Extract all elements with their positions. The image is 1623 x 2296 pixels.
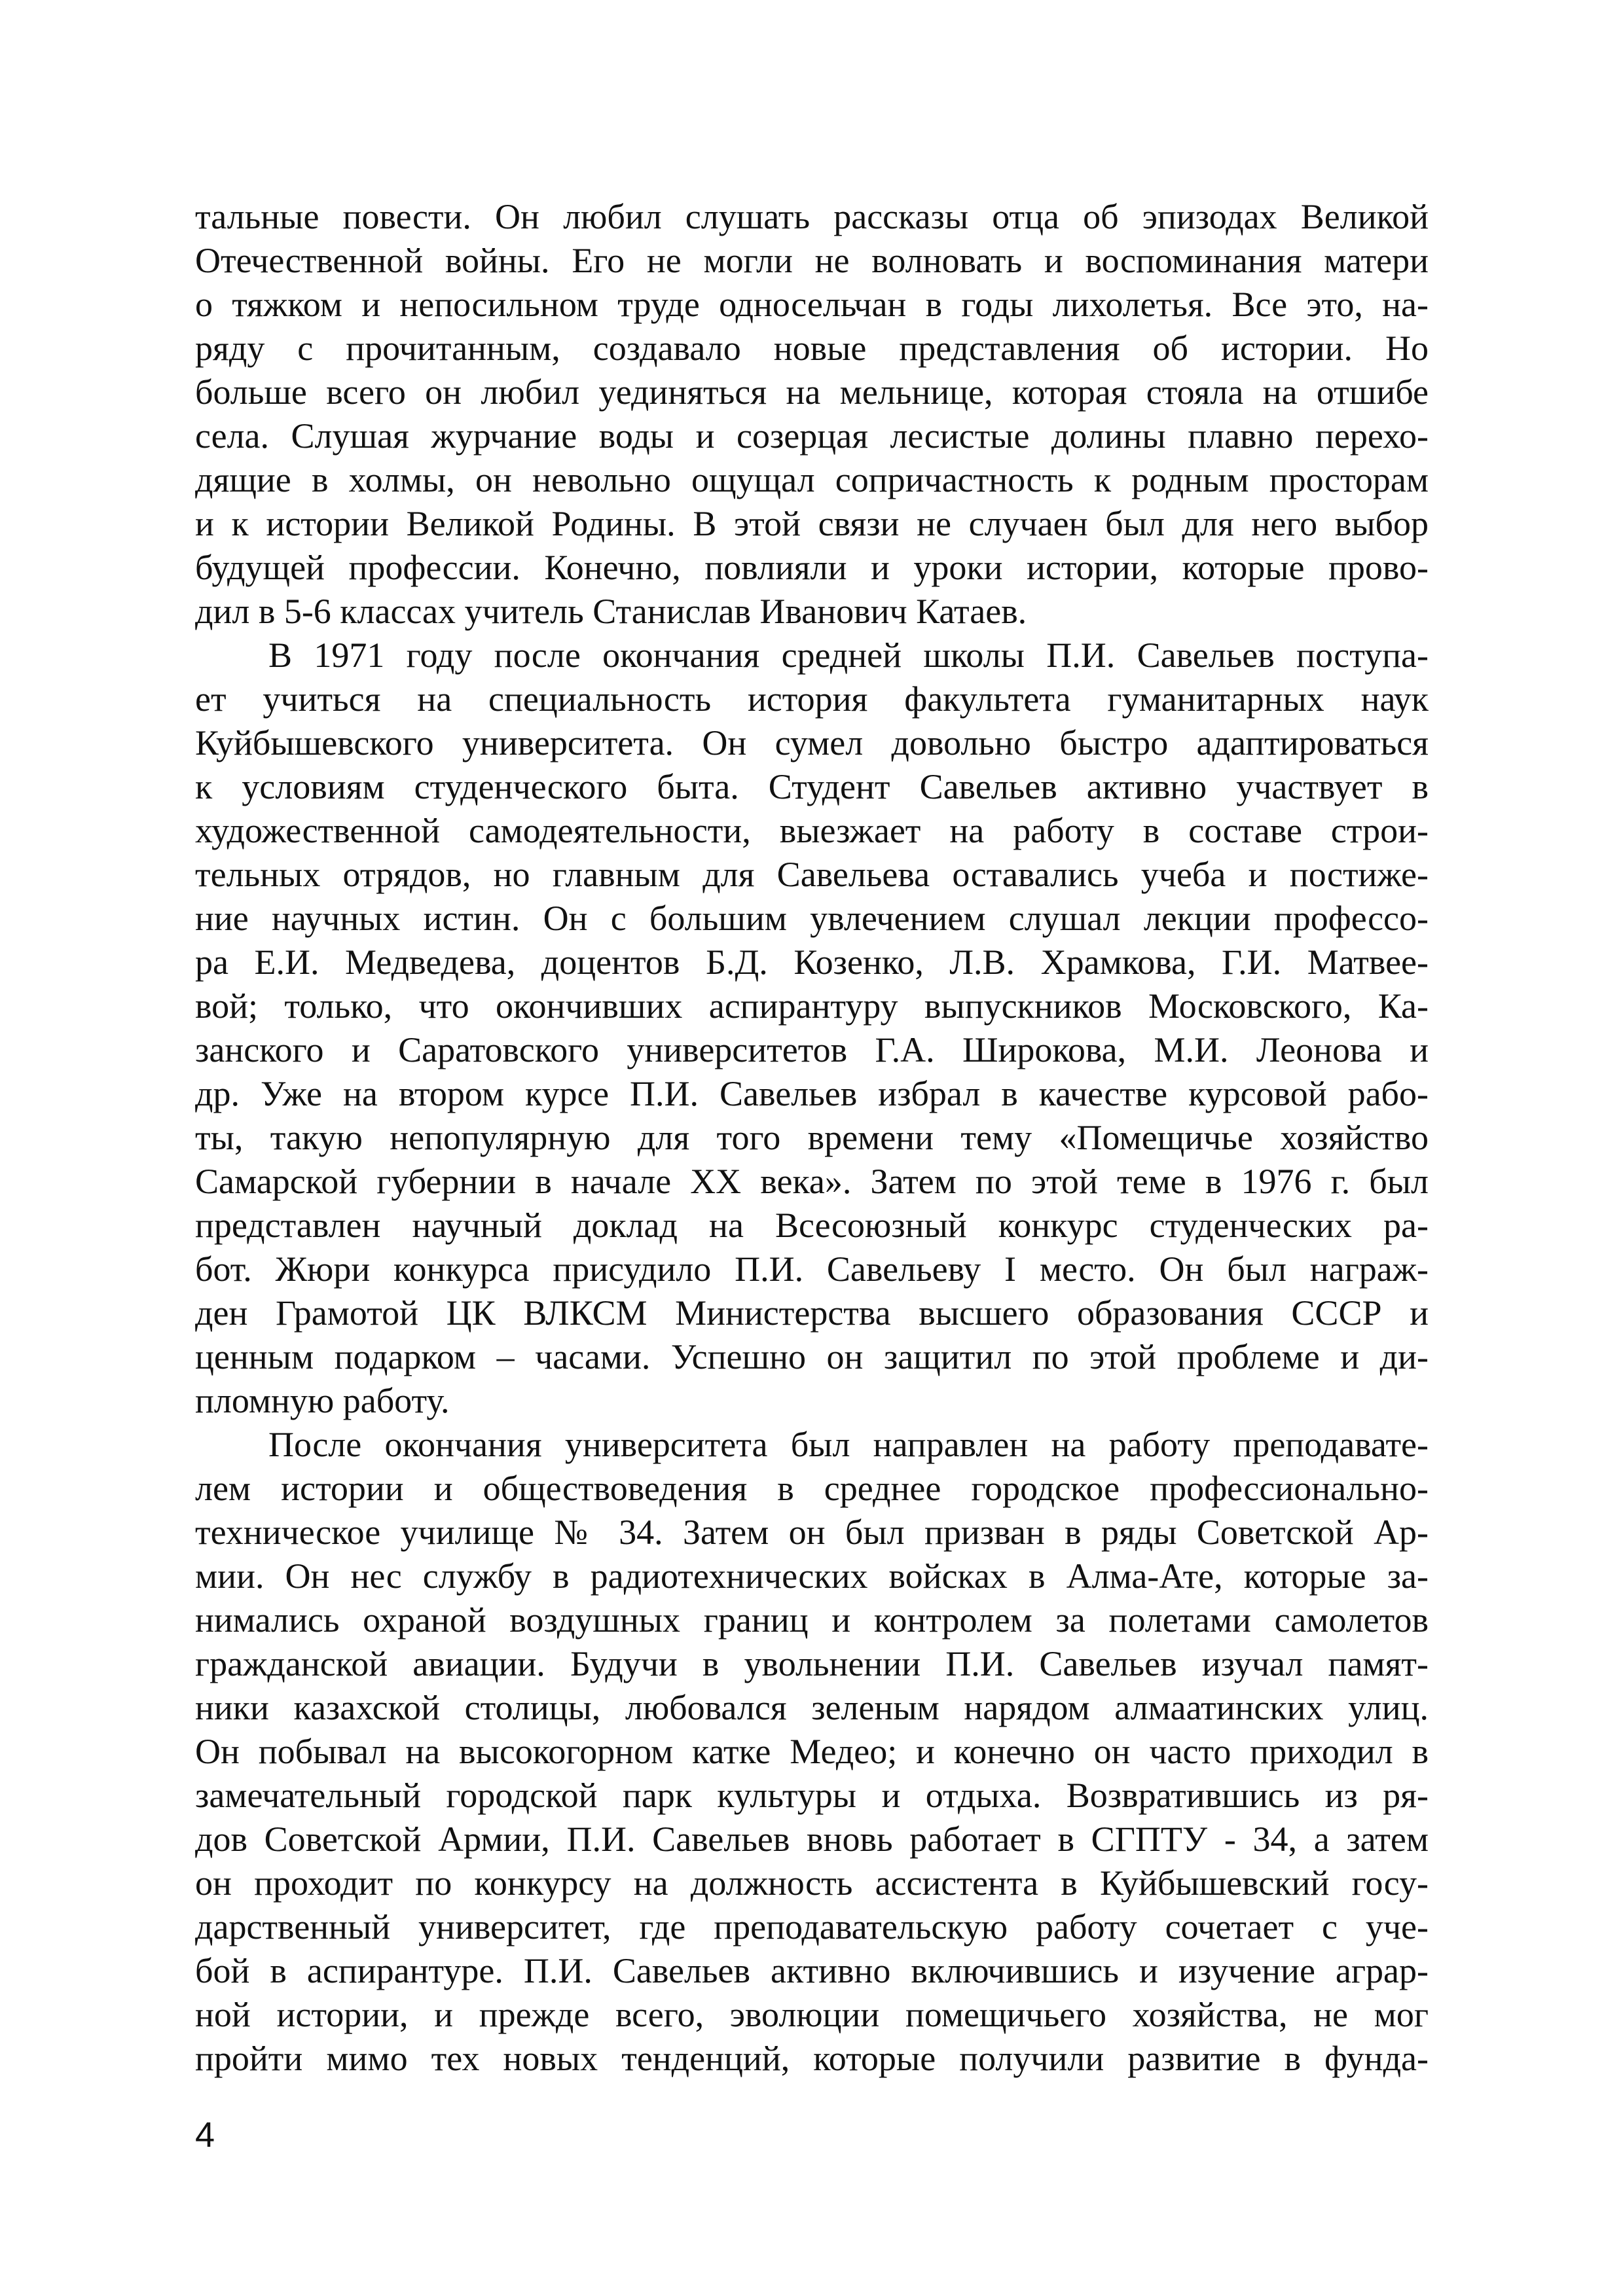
text-line: села. Слушая журчание воды и созерцая лесистые долины плавно перехо- (195, 416, 1429, 456)
text-line: Отечественной войны. Его не могли не волновать и воспоминания матери (195, 241, 1429, 280)
text-line: В 1971 году после окончания средней школы П.И. Савельев поступа- (268, 636, 1429, 675)
paragraph-2 (195, 634, 1429, 1423)
text-line: мии. Он нес службу в радиотехнических войсках в Алма-Ате, которые за- (195, 1556, 1429, 1596)
text-line: После окончания университета был направлен на работу преподавате- (268, 1425, 1429, 1464)
text-line: о тяжком и непосильном труде односельчан в годы лихолетья. Все это, на- (195, 285, 1429, 324)
text-line: тельных отрядов, но главным для Савельева оставались учеба и постиже- (195, 855, 1429, 894)
text-line: лем истории и обществоведения в среднее городское профессионально- (195, 1469, 1429, 1508)
text-line: тальные повести. Он любил слушать рассказы отца об эпизодах Великой (195, 197, 1429, 236)
text-line: и к истории Великой Родины. В этой связи не случаен был для него выбор (195, 504, 1429, 543)
text-line: ние научных истин. Он с большим увлечением слушал лекции профессо- (195, 899, 1429, 938)
text-line: ра Е.И. Медведева, доцентов Б.Д. Козенко, Л.В. Храмкова, Г.И. Матвее- (195, 942, 1429, 982)
body-text (195, 195, 1429, 2081)
text-line: ной истории, и прежде всего, эволюции помещичьего хозяйства, не мог (195, 1995, 1429, 2034)
text-line: дил в 5-6 классах учитель Станислав Иванович Катаев. (195, 592, 1027, 631)
text-line: будущей профессии. Конечно, повлияли и уроки истории, которые прово- (195, 548, 1429, 587)
text-line: гражданской авиации. Будучи в увольнении П.И. Савельев изучал памят- (195, 1644, 1429, 1683)
text-line: занского и Саратовского университетов Г.А. Широкова, М.И. Леонова и (195, 1030, 1429, 1069)
text-line: техническое училище № 34. Затем он был призван в ряды Советской Ар- (195, 1513, 1429, 1552)
text-line: ники казахской столицы, любовался зеленым нарядом алмаатинских улиц. (195, 1688, 1429, 1727)
text-line: дов Советской Армии, П.И. Савельев вновь работает в СГПТУ - 34, а затем (195, 1820, 1429, 1859)
text-line: художественной самодеятельности, выезжает на работу в составе строи- (195, 811, 1429, 850)
text-line: замечательный городской парк культуры и отдыха. Возвратившись из ря- (195, 1776, 1429, 1815)
paragraph-1 (195, 195, 1429, 634)
text-line: представлен научный доклад на Всесоюзный конкурс студенческих ра- (195, 1206, 1429, 1245)
text-line: ценным подарком – часами. Успешно он защитил по этой проблеме и ди- (195, 1337, 1429, 1376)
text-line: больше всего он любил уединяться на мельнице, которая стояла на отшибе (195, 372, 1429, 412)
text-line: Он побывал на высокогорном катке Медео; и конечно он часто приходил в (195, 1732, 1429, 1771)
text-line: бой в аспирантуре. П.И. Савельев активно включившись и изучение аграр- (195, 1951, 1429, 1990)
text-line: бот. Жюри конкурса присудило П.И. Савельеву I место. Он был награж- (195, 1249, 1429, 1289)
text-line: нимались охраной воздушных границ и контролем за полетами самолетов (195, 1600, 1429, 1640)
text-line: Самарской губернии в начале XX века». Затем по этой теме в 1976 г. был (195, 1162, 1429, 1201)
text-line: он проходит по конкурсу на должность ассистента в Куйбышевский госу- (195, 1863, 1429, 1903)
text-line: дарственный университет, где преподавательскую работу сочетает с уче- (195, 1907, 1429, 1946)
text-line: ряду с прочитанным, создавало новые представления об истории. Но (195, 329, 1429, 368)
text-line: ет учиться на специальность история факультета гуманитарных наук (195, 679, 1429, 719)
text-line: Куйбышевского университета. Он сумел довольно быстро адаптироваться (195, 723, 1429, 762)
text-line: ты, такую непопулярную для того времени тему «Помещичье хозяйство (195, 1118, 1429, 1157)
page-number: 4 (195, 2115, 215, 2155)
text-line: др. Уже на втором курсе П.И. Савельев избрал в качестве курсовой рабо- (195, 1074, 1429, 1113)
text-line: пломную работу. (195, 1381, 450, 1420)
text-line: вой; только, что окончивших аспирантуру выпускников Московского, Ка- (195, 986, 1429, 1026)
text-line: ден Грамотой ЦК ВЛКСМ Министерства высшего образования СССР и (195, 1293, 1429, 1333)
text-line: пройти мимо тех новых тенденций, которые получили развитие в фунда- (195, 2039, 1429, 2078)
paragraph-3 (195, 1423, 1429, 2081)
text-line: дящие в холмы, он невольно ощущал сопричастность к родным просторам (195, 460, 1429, 499)
text-line: к условиям студенческого быта. Студент Савельев активно участвует в (195, 767, 1429, 806)
